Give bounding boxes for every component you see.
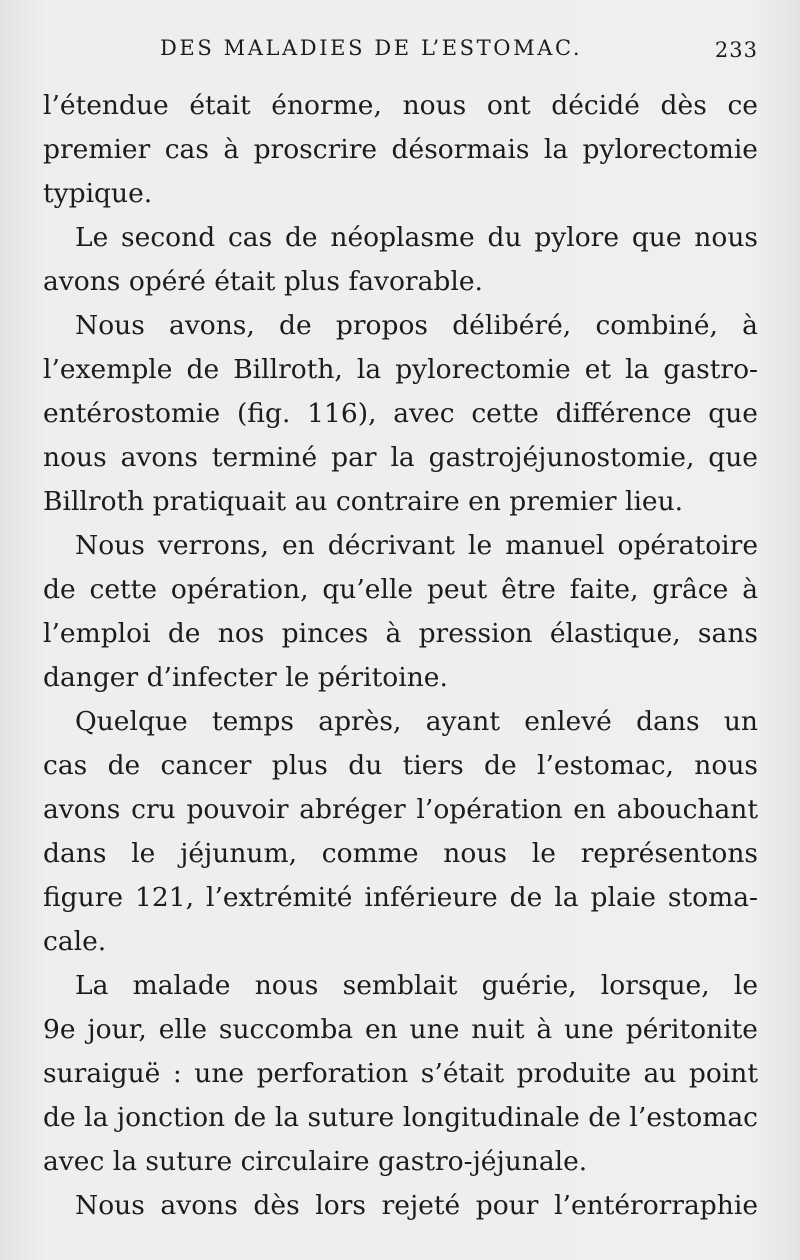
text-line: avons opéré était plus favorable. [43, 266, 483, 297]
body-text [43, 84, 758, 1228]
text-line: entérostomie (fig. 116), avec cette différence que [43, 398, 758, 429]
paragraph-first-line: La malade nous semblait guérie, lorsque, le [75, 970, 758, 1001]
text-line: avec la suture circulaire gastro-jéjunale. [43, 1146, 588, 1177]
text-line: cas de cancer plus du tiers de l’estomac, nous [43, 750, 758, 781]
text-line: Billroth pratiquait au contraire en premier lieu. [43, 486, 684, 517]
text-line: cale. [43, 926, 107, 957]
text-line: de cette opération, qu’elle peut être faite, grâce à [43, 574, 758, 605]
text-line: figure 121, l’extrémité inférieure de la plaie stoma- [43, 882, 758, 913]
text-line: l’emploi de nos pinces à pression élastique, sans [43, 618, 758, 649]
text-line: l’exemple de Billroth, la pylorectomie et la gastro- [43, 354, 758, 385]
text-line: typique. [43, 178, 153, 209]
text-line: danger d’infecter le péritoine. [43, 662, 448, 693]
text-line: suraiguë : une perforation s’était produite au point [43, 1058, 758, 1089]
text-line: avons cru pouvoir abréger l’opération en abouchant [43, 794, 758, 825]
text-line: nous avons terminé par la gastrojéjunostomie, que [43, 442, 758, 473]
page-number: 233 [714, 38, 758, 62]
paragraph-first-line: Le second cas de néoplasme du pylore que nous [75, 222, 758, 253]
text-line: premier cas à proscrire désormais la pylorectomie [43, 134, 758, 165]
paragraph-first-line: Quelque temps après, ayant enlevé dans un [75, 706, 758, 737]
paragraph-first-line: Nous avons dès lors rejeté pour l’entérorraphie [75, 1190, 758, 1221]
running-title: DES MALADIES DE L’ESTOMAC. [160, 36, 583, 60]
paragraph-first-line: Nous verrons, en décrivant le manuel opératoire [75, 530, 758, 561]
text-line: de la jonction de la suture longitudinale de l’estomac [43, 1102, 758, 1133]
paragraph-first-line: Nous avons, de propos délibéré, combiné, à [75, 310, 758, 341]
text-line: dans le jéjunum, comme nous le représentons [43, 838, 758, 869]
page-header [0, 36, 800, 66]
text-line: 9e jour, elle succomba en une nuit à une péritonite [43, 1014, 758, 1045]
text-line: l’étendue était énorme, nous ont décidé dès ce [43, 90, 758, 121]
